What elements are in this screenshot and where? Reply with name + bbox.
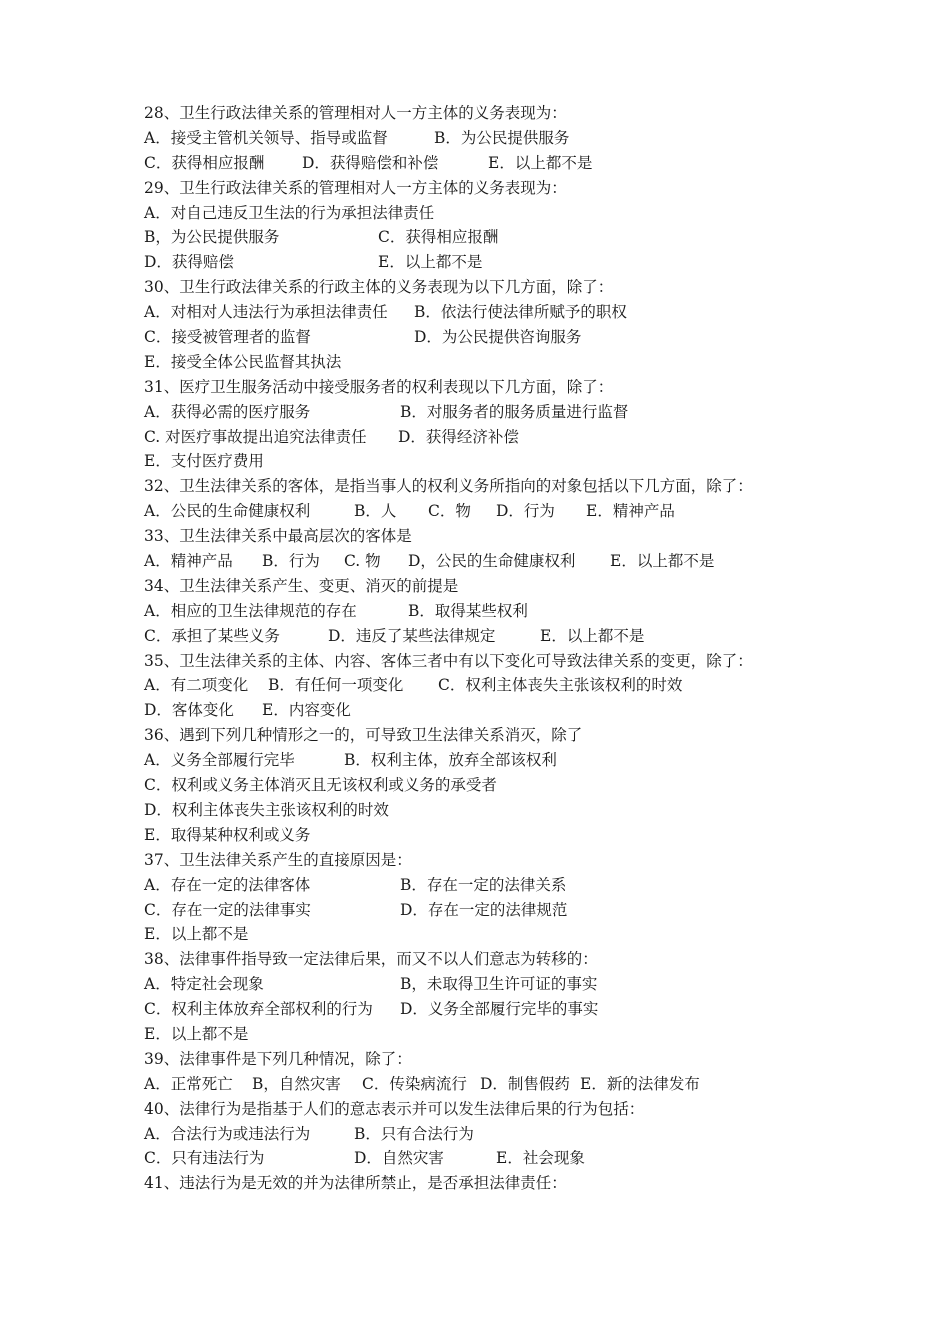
text-segment: D．制售假药 (480, 1074, 570, 1093)
option-line (144, 350, 824, 375)
text-segment: A．对相对人违法行为承担法律责任 (144, 303, 388, 322)
text-segment: A．对自己违反卫生法的行为承担法律责任 (144, 203, 435, 222)
text-segment: 29、卫生行政法律关系的管理相对人一方主体的义务表现为： (144, 178, 567, 197)
text-segment: B．只有合法行为 (354, 1124, 474, 1143)
option-line (144, 624, 824, 649)
text-segment: 37、卫生法律关系产生的直接原因是： (144, 850, 412, 869)
text-segment: E．以上都不是 (540, 626, 645, 645)
text-segment: D．为公民提供咨询服务 (414, 328, 582, 347)
option-line (144, 325, 824, 350)
question-stem (144, 524, 824, 549)
text-segment: D．自然灾害 (354, 1149, 444, 1168)
text-segment: E．以上都不是 (144, 1024, 249, 1043)
text-segment: A．存在一定的法律客体 (144, 875, 311, 894)
text-segment: 34、卫生法律关系产生、变更、消灭的前提是 (144, 576, 459, 595)
question-stem (144, 176, 824, 201)
question-stem (144, 1171, 824, 1196)
text-segment: A．义务全部履行完毕 (144, 751, 295, 770)
text-segment: 41、违法行为是无效的并为法律所禁止，是否承担法律责任： (144, 1174, 567, 1193)
text-segment: A．相应的卫生法律规范的存在 (144, 601, 357, 620)
text-segment: 31、医疗卫生服务活动中接受服务者的权利表现以下几方面，除了： (144, 377, 614, 396)
option-line (144, 201, 824, 226)
text-segment: A．公民的生命健康权利 (144, 502, 311, 521)
text-segment: 39、法律事件是下列几种情况，除了： (144, 1049, 412, 1068)
option-line (144, 898, 824, 923)
option-line (144, 126, 824, 151)
text-segment: E．以上都不是 (488, 153, 593, 172)
text-segment: E．社会现象 (496, 1149, 585, 1168)
text-segment: A．有二项变化 (144, 676, 249, 695)
text-segment: E．支付医疗费用 (144, 452, 264, 471)
text-segment: 30、卫生行政法律关系的行政主体的义务表现为以下几方面，除了： (144, 278, 614, 297)
text-segment: E．以上都不是 (610, 552, 715, 571)
option-line (144, 972, 824, 997)
text-segment: B．对服务者的服务质量进行监督 (400, 402, 629, 421)
question-stem (144, 649, 824, 674)
text-segment: B，自然灾害 (252, 1074, 341, 1093)
text-segment: D．存在一定的法律规范 (400, 900, 568, 919)
text-segment: D，公民的生命健康权利 (408, 552, 576, 571)
text-segment: B．有任何一项变化 (268, 676, 404, 695)
text-segment: C. 对医疗事故提出追究法律责任 (144, 427, 367, 446)
option-line (144, 748, 824, 773)
question-stem (144, 1047, 824, 1072)
option-line (144, 400, 824, 425)
option-line (144, 922, 824, 947)
text-segment: A．精神产品 (144, 552, 233, 571)
question-stem (144, 275, 824, 300)
text-segment: B．权利主体，放弃全部该权利 (344, 751, 557, 770)
option-line (144, 300, 824, 325)
text-segment: D．客体变化 (144, 701, 234, 720)
text-segment: A．接受主管机关领导、指导或监督 (144, 128, 388, 147)
text-segment: B，为公民提供服务 (144, 228, 280, 247)
question-stem (144, 375, 824, 400)
question-list (144, 101, 824, 1196)
text-segment: E．以上都不是 (144, 925, 249, 944)
text-segment: E．取得某种权利或义务 (144, 825, 311, 844)
text-segment: 40、法律行为是指基于人们的意志表示并可以发生法律后果的行为包括： (144, 1099, 645, 1118)
text-segment: D．获得赔偿和补偿 (302, 153, 439, 172)
text-segment: A．特定社会现象 (144, 975, 264, 994)
option-line (144, 773, 824, 798)
option-line (144, 499, 824, 524)
text-segment: E．精神产品 (586, 502, 675, 521)
text-segment: E．以上都不是 (378, 253, 483, 272)
text-segment: C．获得相应报酬 (378, 228, 499, 247)
option-line (144, 599, 824, 624)
option-line (144, 151, 824, 176)
text-segment: 38、法律事件指导致一定法律后果，而又不以人们意志为转移的： (144, 950, 598, 969)
option-line (144, 1146, 824, 1171)
text-segment: C．传染病流行 (362, 1074, 467, 1093)
text-segment: E．接受全体公民监督其执法 (144, 352, 342, 371)
text-segment: B．人 (354, 502, 397, 521)
question-stem (144, 1097, 824, 1122)
text-segment: A．正常死亡 (144, 1074, 233, 1093)
text-segment: C．权利或义务主体消灭且无该权利或义务的承受者 (144, 776, 497, 795)
option-line (144, 1022, 824, 1047)
text-segment: C．权利主体放弃全部权利的行为 (144, 1000, 373, 1019)
option-line (144, 1072, 824, 1097)
question-stem (144, 848, 824, 873)
text-segment: 28、卫生行政法律关系的管理相对人一方主体的义务表现为： (144, 104, 567, 122)
text-segment: 32、卫生法律关系的客体，是指当事人的权利义务所指向的对象包括以下几方面，除了： (144, 477, 753, 496)
text-segment: B，未取得卫生许可证的事实 (400, 975, 598, 994)
option-line (144, 549, 824, 574)
option-line (144, 798, 824, 823)
text-segment: E．内容变化 (262, 701, 351, 720)
question-stem (144, 723, 824, 748)
option-line (144, 1122, 824, 1147)
question-stem (144, 474, 824, 499)
text-segment: D．义务全部履行完毕的事实 (400, 1000, 599, 1019)
text-segment: D．行为 (496, 502, 555, 521)
text-segment: C．权利主体丧失主张该权利的时效 (438, 676, 683, 695)
text-segment: B．存在一定的法律关系 (400, 875, 567, 894)
text-segment: C．存在一定的法律事实 (144, 900, 311, 919)
question-stem (144, 101, 824, 126)
text-segment: B．行为 (262, 552, 320, 571)
option-line (144, 997, 824, 1022)
text-segment: B．依法行使法律所赋予的职权 (414, 303, 627, 322)
option-line (144, 673, 824, 698)
option-line (144, 698, 824, 723)
text-segment: B．为公民提供服务 (434, 128, 570, 147)
text-segment: C．物 (428, 502, 471, 521)
option-line (144, 449, 824, 474)
text-segment: 33、卫生法律关系中最高层次的客体是 (144, 527, 412, 546)
text-segment: E．新的法律发布 (580, 1074, 700, 1093)
option-line (144, 225, 824, 250)
question-stem (144, 574, 824, 599)
text-segment: B．取得某些权利 (408, 601, 528, 620)
option-line (144, 823, 824, 848)
text-segment: D．获得赔偿 (144, 253, 234, 272)
option-line (144, 250, 824, 275)
text-segment: A．获得必需的医疗服务 (144, 402, 311, 421)
text-segment: 35、卫生法律关系的主体、内容、客体三者中有以下变化可导致法律关系的变更，除了： (144, 651, 753, 670)
option-line (144, 873, 824, 898)
text-segment: D．违反了某些法律规定 (328, 626, 496, 645)
text-segment: C．获得相应报酬 (144, 153, 265, 172)
text-segment: C．承担了某些义务 (144, 626, 280, 645)
text-segment: C. 物 (344, 552, 381, 571)
text-segment: D．获得经济补偿 (398, 427, 519, 446)
question-stem (144, 947, 824, 972)
text-segment: C．只有违法行为 (144, 1149, 265, 1168)
text-segment: C．接受被管理者的监督 (144, 328, 311, 347)
text-segment: A．合法行为或违法行为 (144, 1124, 311, 1143)
text-segment: 36、遇到下列几种情形之一的，可导致卫生法律关系消灭，除了 (144, 726, 583, 745)
option-line (144, 425, 824, 450)
text-segment: D．权利主体丧失主张该权利的时效 (144, 800, 389, 819)
